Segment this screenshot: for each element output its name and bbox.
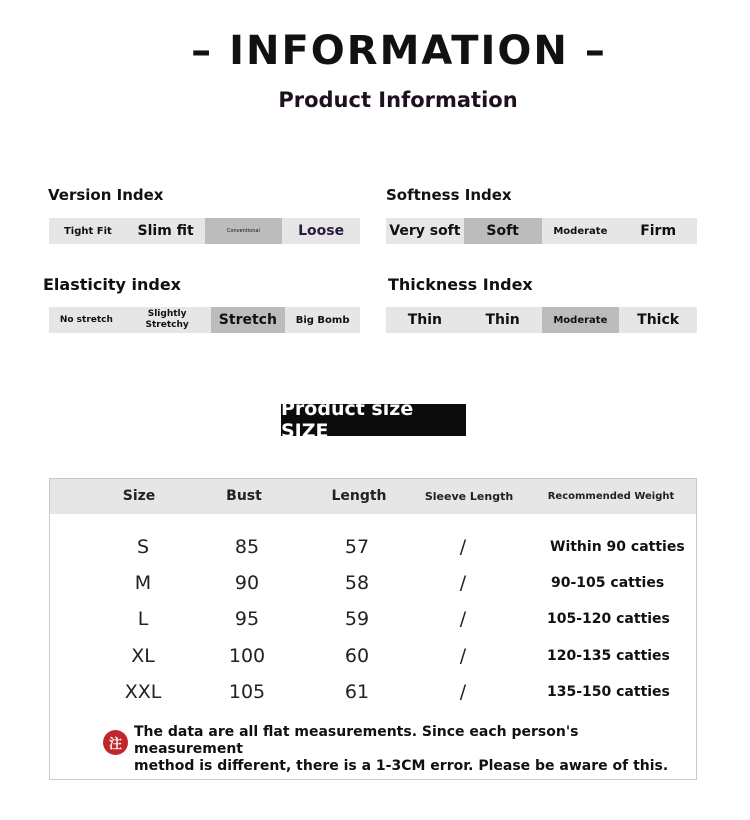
softness-index-label: Softness Index	[386, 186, 512, 204]
elasticity-option-slightly-stretchy: Slightly Stretchy	[145, 309, 189, 330]
cell-weight: Within 90 catties	[550, 539, 685, 555]
softness-option-soft: Soft	[464, 218, 542, 244]
cell-length: 59	[344, 608, 370, 630]
cell-sleeve: /	[459, 536, 467, 558]
cell-weight: 135-150 catties	[547, 684, 670, 700]
thickness-option-thick: Thick	[637, 311, 680, 328]
softness-option-very-soft: Very soft	[389, 222, 461, 239]
cell-weight: 120-135 catties	[547, 648, 670, 664]
cell-size: XL	[131, 645, 155, 667]
table-row	[50, 604, 696, 634]
elasticity-index-label: Elasticity index	[43, 275, 181, 294]
softness-index-bar	[386, 218, 697, 244]
cell-bust: 105	[228, 681, 266, 703]
elasticity-option-stretch: Stretch	[211, 307, 286, 333]
table-row	[50, 677, 696, 707]
softness-option-firm: Firm	[640, 222, 677, 239]
cell-bust: 100	[228, 645, 266, 667]
cell-length: 61	[344, 681, 370, 703]
header-length: Length	[331, 488, 387, 504]
cell-size: M	[134, 572, 152, 594]
cell-sleeve: /	[459, 681, 467, 703]
size-section-title: Product size SIZE	[281, 404, 466, 436]
table-row	[50, 532, 696, 562]
cell-length: 58	[344, 572, 370, 594]
thickness-index-label: Thickness Index	[388, 275, 533, 294]
thickness-option-moderate: Moderate	[542, 307, 620, 333]
version-option-conventional: Conventional	[205, 218, 283, 244]
cell-length: 57	[344, 536, 370, 558]
elasticity-option-big-bomb: Big Bomb	[295, 314, 350, 326]
version-option-tight-fit: Tight Fit	[63, 225, 112, 237]
version-index-label: Version Index	[48, 186, 164, 204]
table-row	[50, 641, 696, 671]
thickness-option-thin-2: Thin	[485, 311, 520, 328]
size-table-header	[50, 479, 696, 514]
thickness-index-bar	[386, 307, 697, 333]
table-row	[50, 568, 696, 598]
elasticity-index-bar	[49, 307, 360, 333]
elasticity-option-no-stretch: No stretch	[59, 314, 113, 325]
measurement-note	[134, 724, 674, 775]
cell-size: XXL	[124, 681, 162, 703]
page-subtitle: Product Information	[278, 88, 518, 112]
cell-bust: 95	[234, 608, 260, 630]
cell-bust: 90	[234, 572, 260, 594]
header-sleeve-length: Sleeve Length	[424, 490, 514, 503]
version-option-loose: Loose	[298, 222, 345, 239]
header-recommended-weight: Recommended Weight	[547, 491, 675, 502]
version-option-slim-fit: Slim fit	[137, 222, 194, 239]
note-line-1: The data are all flat measurements. Since each person's measurement	[134, 724, 579, 757]
cell-sleeve: /	[459, 645, 467, 667]
cell-length: 60	[344, 645, 370, 667]
note-icon: 注	[103, 730, 128, 755]
cell-bust: 85	[234, 536, 260, 558]
header-size: Size	[122, 488, 156, 504]
cell-sleeve: /	[459, 572, 467, 594]
header-bust: Bust	[226, 488, 262, 504]
cell-size: L	[137, 608, 149, 630]
thickness-option-thin-1: Thin	[407, 311, 443, 328]
page-title: – INFORMATION –	[191, 28, 607, 74]
cell-weight: 90-105 catties	[551, 575, 665, 591]
note-line-2: method is different, there is a 1-3CM error. Please be aware of this.	[134, 758, 669, 774]
cell-sleeve: /	[459, 608, 467, 630]
cell-size: S	[136, 536, 150, 558]
cell-weight: 105-120 catties	[547, 611, 670, 627]
version-index-bar	[49, 218, 360, 244]
softness-option-moderate: Moderate	[553, 225, 608, 237]
